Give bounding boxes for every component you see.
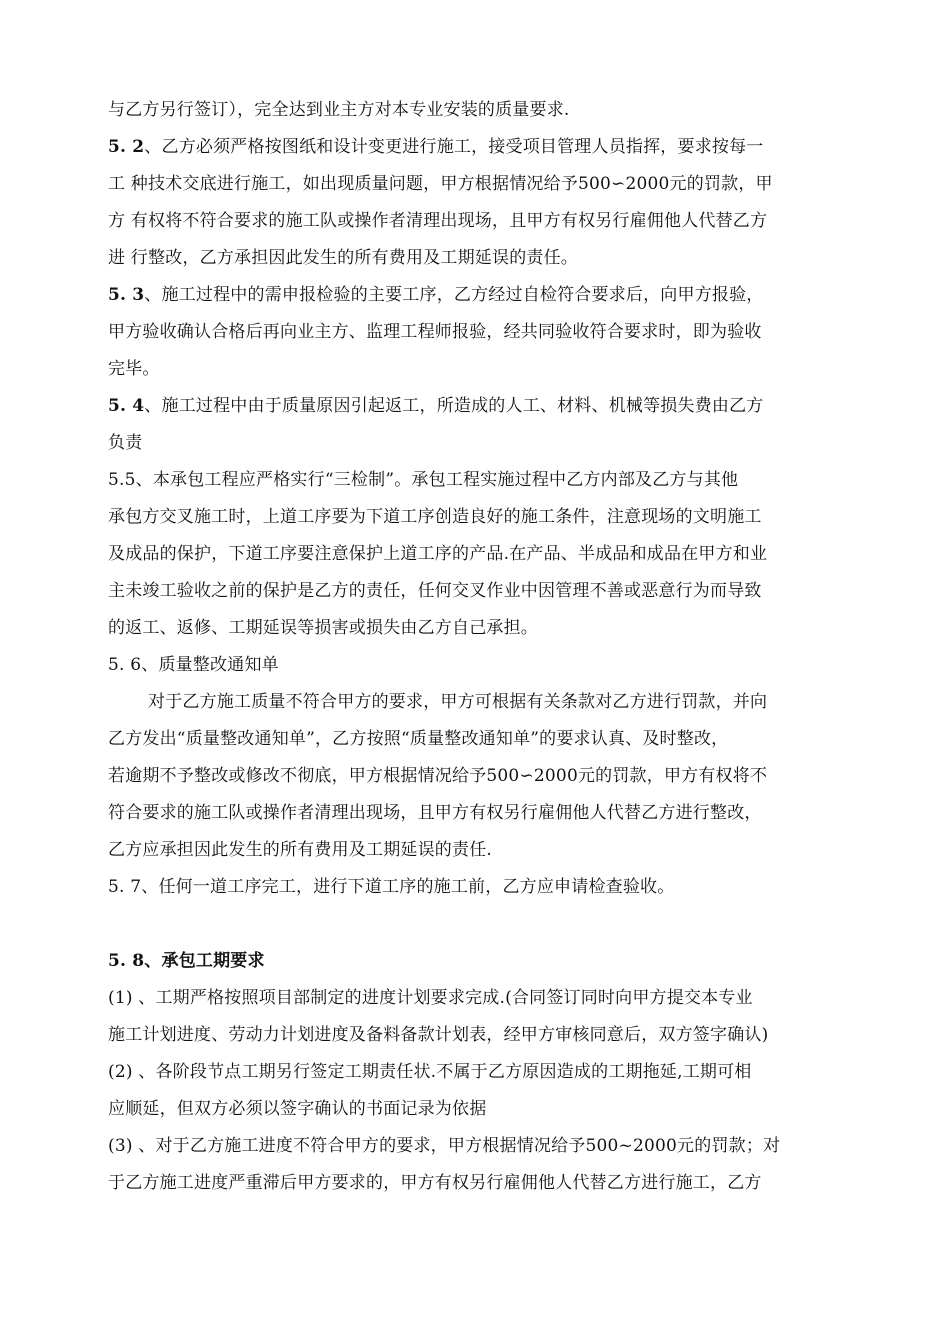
text-line: 符合要求的施工队或操作者清理出现场，且甲方有权另行雇佣他人代替乙方进行整改， <box>108 803 762 823</box>
text-line: 乙方应承担因此发生的所有费用及工期延误的责任. <box>108 840 493 860</box>
text-line: 主未竣工验收之前的保护是乙方的责任，任何交叉作业中因管理不善或恶意行为而导致 <box>108 581 762 601</box>
text-line: 工 种技术交底进行施工，如出现质量问题，甲方根据情况给予500∽2000元的罚款，甲 <box>108 174 773 194</box>
text-line: 进 行整改，乙方承担因此发生的所有费用及工期延误的责任。 <box>108 248 579 268</box>
clause-text: 、乙方必须严格按图纸和设计变更进行施工，接受项目管理人员指挥，要求按每一 <box>144 137 764 157</box>
clause-5-5: 5.5、本承包工程应严格实行“三检制”。承包工程实施过程中乙方内部及乙方与其他 <box>108 470 739 490</box>
text-line: 乙方发出“质量整改通知单”，乙方按照“质量整改通知单”的要求认真、及时整改， <box>108 729 729 749</box>
spacer <box>108 906 850 943</box>
text-line: 方 有权将不符合要求的施工队或操作者清理出现场，且甲方有权另行雇佣他人代替乙方 <box>108 211 768 231</box>
text-line: 若逾期不予整改或修改不彻底，甲方根据情况给予500∽2000元的罚款，甲方有权将不 <box>108 766 768 786</box>
text-line: 对于乙方施工质量不符合甲方的要求，甲方可根据有关条款对乙方进行罚款，并向 <box>148 692 768 712</box>
section-heading: 5. 8、承包工期要求 <box>108 951 265 971</box>
list-item: (1) 、工期严格按照项目部制定的进度计划要求完成.(合同签订同时向甲方提交本专业 <box>108 988 753 1008</box>
list-item: 于乙方施工进度严重滞后甲方要求的，甲方有权另行雇佣他人代替乙方进行施工，乙方 <box>108 1173 762 1193</box>
text-line: 及成品的保护，下道工序要注意保护上道工序的产品.在产品、半成品和成品在甲方和业 <box>108 544 768 564</box>
clause-5-6: 5. 6、质量整改通知单 <box>108 655 279 675</box>
clause-5-7: 5. 7、任何一道工序完工，进行下道工序的施工前，乙方应申请检查验收。 <box>108 877 675 897</box>
clause-number: 5. 2 <box>108 137 145 157</box>
text-line: 负责 <box>108 433 143 453</box>
clause-5-2 <box>108 129 850 166</box>
text-line: 完毕。 <box>108 359 160 379</box>
clause-text: 、施工过程中的需申报检验的主要工序，乙方经过自检符合要求后，向甲方报验， <box>144 285 764 305</box>
clause-number: 5. 3 <box>108 285 145 305</box>
clause-number: 5. 4 <box>108 396 145 416</box>
clause-5-3 <box>108 277 850 314</box>
document-body <box>108 92 850 1202</box>
list-item: 应顺延，但双方必须以签字确认的书面记录为依据 <box>108 1099 487 1119</box>
list-item: (3) 、对于乙方施工进度不符合甲方的要求，甲方根据情况给予500~2000元的罚款；对 <box>108 1136 781 1156</box>
text-line: 与乙方另行签订），完全达到业主方对本专业安装的质量要求. <box>108 100 570 120</box>
clause-5-4 <box>108 388 850 425</box>
list-item: (2) 、各阶段节点工期另行签定工期责任状.不属于乙方原因造成的工期拖延,工期可相 <box>108 1062 752 1082</box>
text-line: 甲方验收确认合格后再向业主方、监理工程师报验，经共同验收符合要求时，即为验收 <box>108 322 762 342</box>
text-line: 的返工、返修、工期延误等损害或损失由乙方自己承担。 <box>108 618 538 638</box>
list-item: 施工计划进度、劳动力计划进度及备料备款计划表，经甲方审核同意后，双方签字确认) <box>108 1025 769 1045</box>
clause-text: 、施工过程中由于质量原因引起返工，所造成的人工、材料、机械等损失费由乙方 <box>144 396 764 416</box>
text-line: 承包方交叉施工时，上道工序要为下道工序创造良好的施工条件，注意现场的文明施工 <box>108 507 762 527</box>
